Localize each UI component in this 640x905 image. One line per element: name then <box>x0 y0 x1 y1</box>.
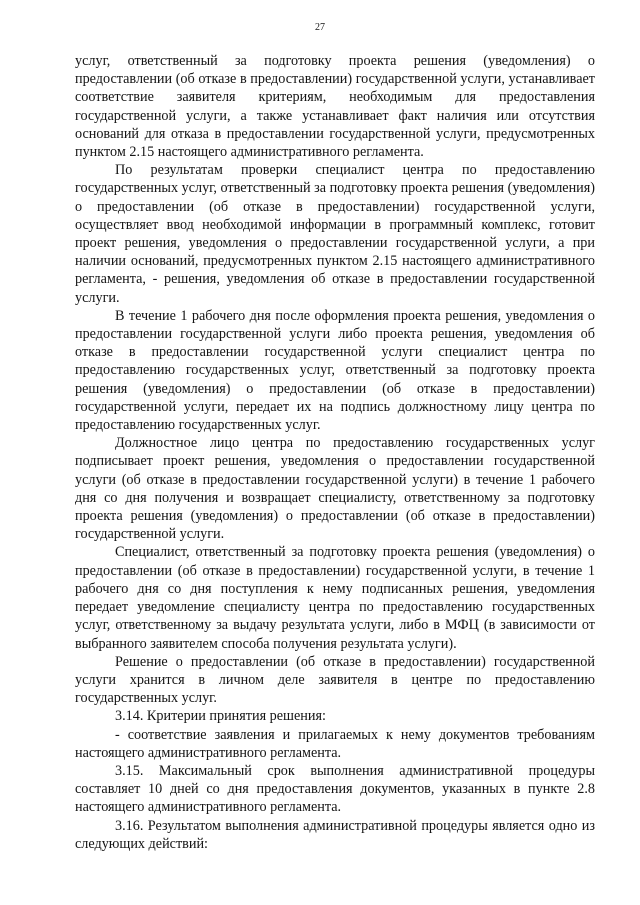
section-3-15: 3.15. Максимальный срок выполнения административной процедуры составляет 10 дней со дня предоставления документов, указанных в пункте 2.8 настоящего административного регламента. <box>75 762 595 816</box>
document-body <box>75 52 595 853</box>
paragraph-verification-results: По результатам проверки специалист центра по предоставлению государственных услуг, ответственный за подготовку проекта решения (уведомления) о предоставлении (об отказе в предоставлении) государственной услуги, осуществляет ввод необходимой информации в программный комплекс, готовит проект решения, уведомления о предоставлении государственной услуги, а при наличии оснований, предусмотренных пунктом 2.15 настоящего административного регламента, - решения, уведомления об отказе в предоставлении государственной услуги. <box>75 162 596 306</box>
paragraph-notification-transfer: Специалист, ответственный за подготовку проекта решения (уведомления) о предоставлении (об отказе в предоставлении) государственной услуги, в течение 1 рабочего дня со дня поступления к нему подписанных решения, уведомления передает уведомление специалисту центра по предоставлению государственных услуг, ответственному за выдачу результата услуги, либо в МФЦ (в зависимости от выбранного заявителем способа получения результата услуги). <box>75 544 595 652</box>
paragraph-decision-storage: Решение о предоставлении (об отказе в предоставлении) государственной услуги хранится в личном деле заявителя в центре по предоставлению государственных услуг. <box>75 653 595 707</box>
page-number: 27 <box>315 22 325 33</box>
paragraph-criteria-item: - соответствие заявления и прилагаемых к нему документов требованиям настоящего административного регламента. <box>75 726 595 761</box>
section-3-14-heading: 3.14. Критерии принятия решения: <box>115 708 326 725</box>
paragraph-official-signing: Должностное лицо центра по предоставлению государственных услуг подписывает проект решения, уведомления о предоставлении государственной услуги (об отказе в предоставлении государственной услуги) в течение 1 рабочего дня со дня получения и возвращает специалисту, ответственному за подготовку проекта решения (уведомления) о предоставлении (об отказе в предоставлении) государственной услуги. <box>75 435 595 543</box>
paragraph-continuation: услуг, ответственный за подготовку проекта решения (уведомления) о предоставлении (об отказе в предоставлении) государственной услуги, устанавливает соответствие заявителя критериям, необходимым для предоставления государственной услуги, а также устанавливает факт наличия или отсутствия оснований для отказа в предоставлении государственной услуги, предусмотренных пунктом 2.15 настоящего административного регламента. <box>75 53 595 161</box>
section-3-16: 3.16. Результатом выполнения административной процедуры является одно из следующих действий: <box>75 817 595 852</box>
paragraph-signature-transfer: В течение 1 рабочего дня после оформления проекта решения, уведомления о предоставлении государственной услуги либо проекта решения, уведомления об отказе в предоставлении государственной услуги специалист центра по предоставлению государственных услуг, ответственный за подготовку проекта решения (уведомления) о предоставлении (об отказе в предоставлении) государственной услуги, передает их на подпись должностному лицу центра по предоставлению государственных услуг. <box>75 307 595 434</box>
